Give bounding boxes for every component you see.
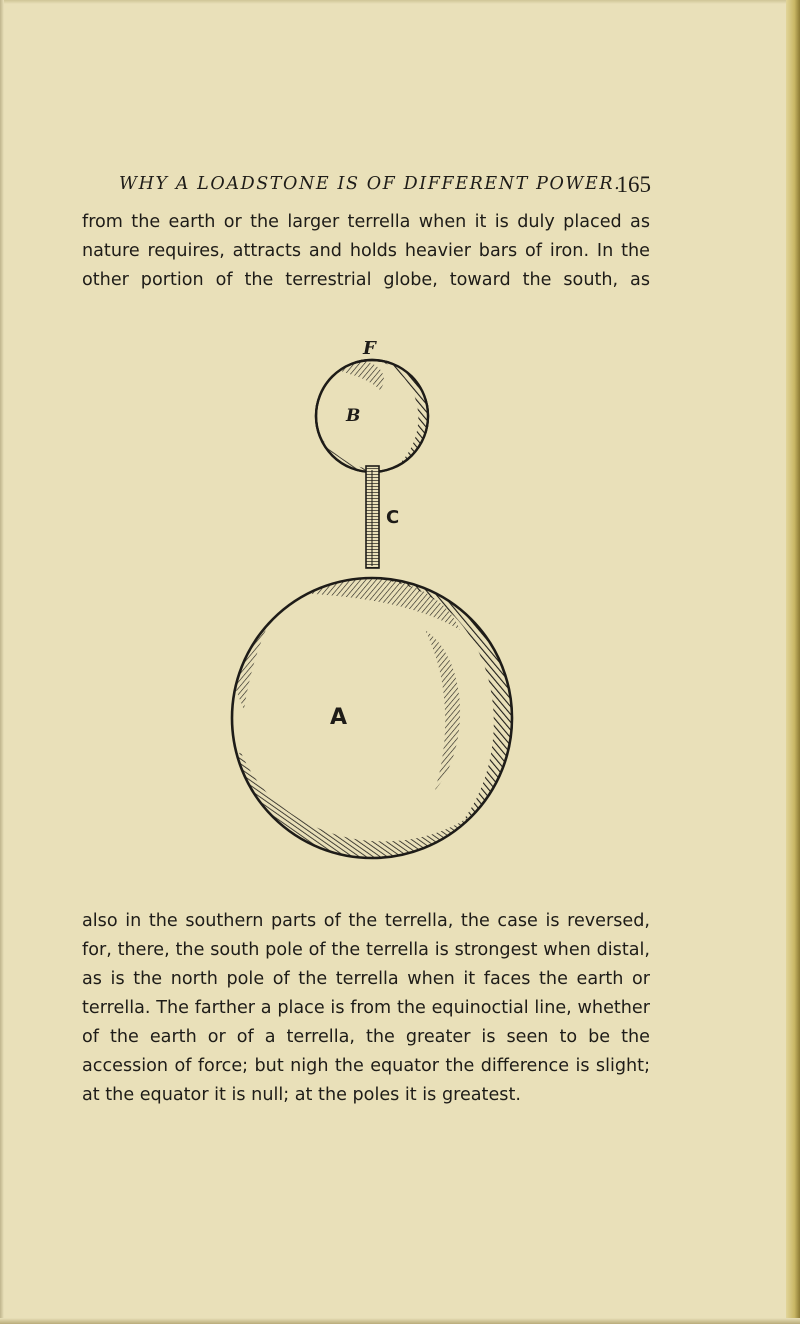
page-bottom-edge bbox=[0, 1318, 800, 1324]
figure-label-c: C bbox=[386, 507, 400, 528]
paragraph-bottom: also in the southern parts of the terrella, the case is reversed, for, there, the south pole of the terrella is strongest when distal, as is the north pole of the terrella when it faces the earth or terrella. The farther a place is from the equinoctial line, whether of the earth or of a terrella, the greater is seen to be the accession of force; but nigh the equator the difference is slight; at the equator it is null; at the poles it is greatest. bbox=[82, 911, 650, 1105]
figure-label-b: B bbox=[346, 406, 361, 426]
iron-bar bbox=[366, 466, 379, 568]
running-head bbox=[119, 172, 651, 202]
paragraph-top: from the earth or the larger terrella when it is duly placed as nature requires, attracts and holds heavier bars of iron. In the other portion of the terrestrial globe, toward the south, as bbox=[82, 212, 650, 290]
page-number: 165 bbox=[616, 172, 651, 197]
figure-label-f: F bbox=[363, 338, 376, 359]
page-top-edge bbox=[0, 0, 800, 4]
figure-label-a: A bbox=[330, 705, 348, 730]
small-sphere bbox=[310, 358, 435, 480]
page-left-edge bbox=[0, 0, 4, 1324]
running-head-title: WHY A LOADSTONE IS OF DIFFERENT POWER. bbox=[119, 174, 622, 194]
figure-terrella-illustration bbox=[220, 330, 540, 875]
figure-svg bbox=[220, 330, 540, 875]
large-sphere bbox=[220, 577, 520, 870]
page-right-edge bbox=[786, 0, 800, 1324]
